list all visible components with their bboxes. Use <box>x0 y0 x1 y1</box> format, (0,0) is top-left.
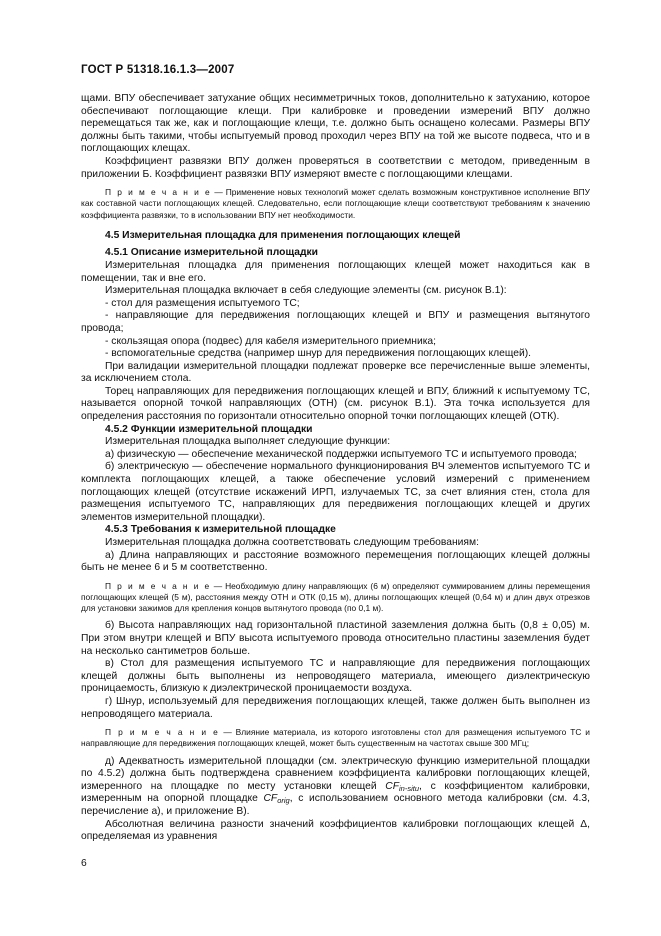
paragraph: в) Стол для размещения испытуемого ТС и направляющие для передвижения поглощающих клещей должны быть выполнены из непроводящего материала, имеющего диэлектрическую проницаемость, близкую к диэлектрической проницаемости воздуха. <box>81 658 590 695</box>
list-item: - стол для размещения испытуемого ТС; <box>105 297 300 309</box>
paragraph: б) Высота направляющих над горизонтальной пластиной заземления должна быть (0,8 ± 0,05) м. При этом внутри клещей и ВПУ высота испытуемого провода относительно пластины заземления будет на несколько сантиметров больше. <box>81 620 590 657</box>
paragraph <box>81 756 590 819</box>
note-text: — Необходимую длину направляющих (6 м) определяют суммированием длины перемещения поглощающих клещей (5 м), расстояния между ОТН и ОТК (0,15 м), длины поглощающих клещей (0,64 м) и длин двух отрезков для установки зажимов для крепления концов вытянутого провода (по 0,1 м). <box>81 580 590 614</box>
list-item: - вспомогательные средства (например шнур для передвижения поглощающих клещей). <box>105 348 532 360</box>
paragraph: а) Длина направляющих и расстояние возможного перемещения поглощающих клещей должны быть не менее 6 и 5 м соответственно. <box>81 549 590 574</box>
paragraph: щами. ВПУ обеспечивает затухание общих несимметричных токов, дополнительно к затуханию, которое обеспечивают поглощающие клещи. При калибровке и проведении измерений ВПУ должно перемещаться так же, как и поглощающие клещи, т.е. должно быть оснащено колесами. Размеры ВПУ должны быть такими, чтобы испытуемый провод проходил через ВПУ на той же высоте подвеса, что и в поглощающих клещах. <box>81 93 590 155</box>
text-span: , с коэффициентом калибровки, измеренным на опорной площадке <box>81 780 590 805</box>
note <box>81 581 590 615</box>
cf-subscript-in-situ: in-situ <box>399 783 420 793</box>
paragraph: Измерительная площадка включает в себя следующие элементы (см. рисунок В.1): <box>105 285 507 297</box>
paragraph: а) физическую — обеспечение механической поддержки испытуемого ТС и испытуемого провода; <box>105 448 577 460</box>
page-number: 6 <box>81 858 87 869</box>
cf-subscript-orig: orig <box>277 796 290 806</box>
cf-symbol: CF <box>263 793 278 805</box>
page-body <box>81 93 590 844</box>
note-text: — Влияние материала, из которого изготовлены стол для размещения испытуемого ТС и направляющие для передвижения поглощающих клещей, может быть существенным на частотах свыше 300 МГц; <box>81 727 590 749</box>
document-code-header: ГОСТ Р 51318.16.1.3—2007 <box>81 64 235 76</box>
paragraph: г) Шнур, используемый для передвижения поглощающих клещей, также должен быть выполнен из непроводящего материала. <box>81 695 590 720</box>
paragraph: Измерительная площадка для применения поглощающих клещей может находиться как в помещении, так и вне его. <box>81 259 590 284</box>
paragraph: Измерительная площадка должна соответствовать следующим требованиям: <box>105 537 479 549</box>
note <box>81 187 590 221</box>
note <box>81 727 590 749</box>
paragraph: Коэффициент развязки ВПУ должен проверяться в соответствии с методом, приведенным в приложении Б. Коэффициент развязки ВПУ измеряют вместе с поглощающими клещами. <box>81 155 590 180</box>
paragraph: Измерительная площадка выполняет следующие функции: <box>105 436 391 448</box>
note-text: — Применение новых технологий может сделать возможным конструктивное исполнение ВПУ как составной части поглощающих клещей. Следовательно, если поглощающие клещи соответствуют требованиям к значению коэффициента развязки, то в использовании ВПУ нет необходимости. <box>81 187 590 220</box>
note-label: П р и м е ч а н и е <box>105 580 211 591</box>
list-item: - скользящая опора (подвес) для кабеля измерительного приемника; <box>105 335 437 347</box>
paragraph: Торец направляющих для передвижения поглощающих клещей и ВПУ, ближний к испытуемому ТС, называется опорной точкой направляющих (ОТН) (см. рисунок В.1). Эта точка используется для определения расстояния по горизонтали относительно опорной точки поглощающих клещей (ОТК). <box>81 385 590 423</box>
paragraph: При валидации измерительной площадки подлежат проверке все перечисленные выше элементы, за исключением стола. <box>81 360 590 385</box>
cf-symbol: CF <box>385 780 400 792</box>
note-label: П р и м е ч а н и е <box>105 187 212 198</box>
note-label: П р и м е ч а н и е <box>105 727 220 738</box>
section-heading-4-5: 4.5 Измерительная площадка для применения поглощающих клещей <box>105 229 461 241</box>
subsection-heading-4-5-3: 4.5.3 Требования к измерительной площадке <box>105 524 336 536</box>
subsection-heading-4-5-1: 4.5.1 Описание измерительной площадки <box>105 247 319 259</box>
subsection-heading-4-5-2: 4.5.2 Функции измерительной площадки <box>105 423 313 435</box>
text-span: д) Адекватность измерительной площадки (см. электрическую функцию измерительной площадки по 4.5.2) должна быть подтверждена сравнением коэффициента калибровки поглощающих клещей, измеренного на площадке по месту установки клещей <box>81 755 590 792</box>
text-span: , с использованием основного метода калибровки (см. 4.3, перечисление а), и приложение В). <box>81 793 590 817</box>
paragraph: Абсолютная величина разности значений коэффициентов калибровки поглощающих клещей Δ, определяемая из уравнения <box>81 818 590 843</box>
list-item: - направляющие для передвижения поглощающих клещей и ВПУ и размещения вытянутого провода; <box>81 310 590 334</box>
paragraph: б) электрическую — обеспечение нормального функционирования ВЧ элементов испытуемого ТС и комплекта поглощающих клещей, а также обеспечение условий измерений с применением поглощающих клещей (отсутствие искажений ИРП, излучаемых ТС, за счет влияния стен, стола для размещения испытуемого ТС, направляющих для передвижения поглощающих клещей и других элементов измерительной площадки). <box>81 461 590 523</box>
